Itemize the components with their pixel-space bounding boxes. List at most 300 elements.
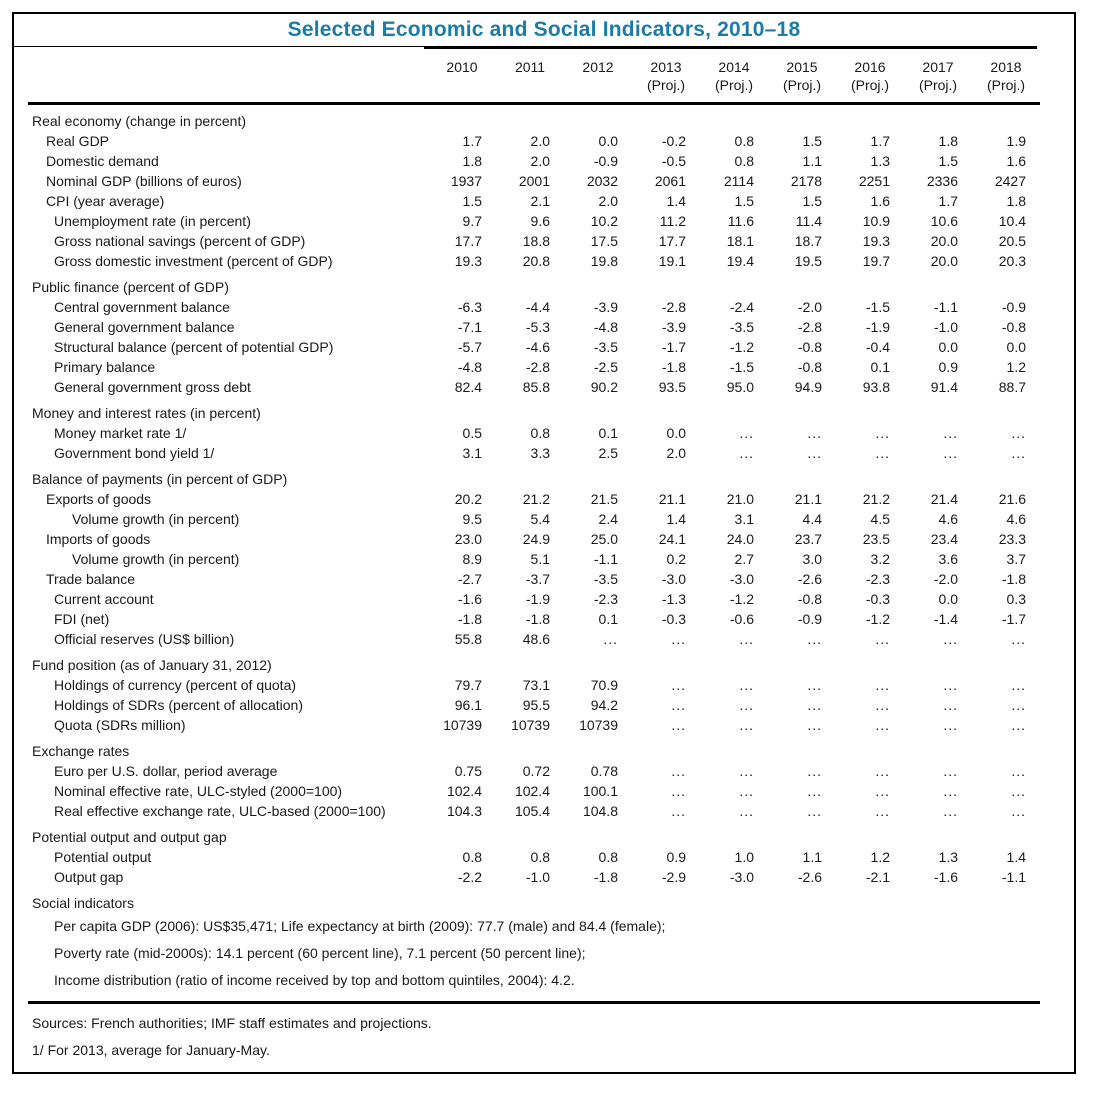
value-cell: 104.8 xyxy=(582,803,618,819)
value-cell: -2.9 xyxy=(661,869,686,885)
value-cell: ... xyxy=(739,783,754,799)
value-cell: 105.4 xyxy=(514,803,550,819)
value-cell: -1.8 xyxy=(661,359,686,375)
value-cell: ... xyxy=(943,783,958,799)
value-cell: 1.7 xyxy=(462,133,482,149)
value-cell: 0.8 xyxy=(530,425,550,441)
proj-label: (Proj.) xyxy=(850,77,890,93)
value-cell: 0.9 xyxy=(938,359,958,375)
value-cell: 2.1 xyxy=(530,193,550,209)
value-cell: -2.8 xyxy=(525,359,550,375)
table-row xyxy=(28,847,1040,867)
row-label: Euro per U.S. dollar, period average xyxy=(54,763,278,779)
year-label: 2017 xyxy=(922,59,954,75)
value-cell: 17.7 xyxy=(658,233,686,249)
table-row xyxy=(28,337,1040,357)
social-indicator-row xyxy=(28,940,1040,967)
value-cell: -0.3 xyxy=(661,611,686,627)
value-cell: 24.1 xyxy=(658,531,686,547)
value-cell: 55.8 xyxy=(454,631,482,647)
year-label: 2016 xyxy=(854,59,886,75)
row-label: CPI (year average) xyxy=(46,193,165,209)
table-row xyxy=(28,529,1040,549)
value-cell: 1.4 xyxy=(666,193,686,209)
value-cell: 1.4 xyxy=(1006,849,1026,865)
value-cell: 94.2 xyxy=(590,697,618,713)
section-label: Balance of payments (in percent of GDP) xyxy=(32,471,288,487)
value-cell: 1.0 xyxy=(734,849,754,865)
table-row xyxy=(28,761,1040,781)
footer-rule xyxy=(28,1001,1040,1004)
table-row xyxy=(28,489,1040,509)
value-cell: ... xyxy=(1011,631,1026,647)
row-label: Domestic demand xyxy=(46,153,159,169)
label-column-header xyxy=(28,50,428,104)
value-cell: -3.5 xyxy=(593,339,618,355)
value-cell: -2.8 xyxy=(661,299,686,315)
value-cell: -0.4 xyxy=(865,339,890,355)
value-cell: -1.2 xyxy=(865,611,890,627)
table-row xyxy=(28,675,1040,695)
value-cell: ... xyxy=(943,425,958,441)
value-cell: 0.8 xyxy=(734,133,754,149)
value-cell: ... xyxy=(671,677,686,693)
title-rule-thick xyxy=(424,46,1037,49)
value-cell: -2.4 xyxy=(729,299,754,315)
social-indicator-text: Per capita GDP (2006): US$35,471; Life expectancy at birth (2009): 77.7 (male) and 84.4 (female); xyxy=(54,918,666,934)
row-label: Volume growth (in percent) xyxy=(72,511,240,527)
value-cell: ... xyxy=(875,697,890,713)
year-label: 2012 xyxy=(582,59,614,75)
value-cell: ... xyxy=(1011,425,1026,441)
section-row xyxy=(28,397,1040,423)
value-cell: -4.8 xyxy=(593,319,618,335)
value-cell: 18.8 xyxy=(522,233,550,249)
value-cell: 5.1 xyxy=(530,551,550,567)
table-row xyxy=(28,867,1040,887)
year-label: 2013 xyxy=(650,59,682,75)
year-label: 2018 xyxy=(990,59,1022,75)
row-label: Holdings of SDRs (percent of allocation) xyxy=(54,697,304,713)
table-row xyxy=(28,251,1040,271)
value-cell: 79.7 xyxy=(454,677,482,693)
value-cell: ... xyxy=(807,717,822,733)
value-cell: ... xyxy=(807,445,822,461)
value-cell: 70.9 xyxy=(590,677,618,693)
value-cell: 23.7 xyxy=(794,531,822,547)
value-cell: 18.1 xyxy=(726,233,754,249)
table-row xyxy=(28,801,1040,821)
row-label: Nominal GDP (billions of euros) xyxy=(46,173,242,189)
value-cell: -1.6 xyxy=(933,869,958,885)
proj-label: (Proj.) xyxy=(986,77,1026,93)
value-cell: 0.9 xyxy=(666,849,686,865)
row-label: Money market rate 1/ xyxy=(54,425,187,441)
year-label: 2015 xyxy=(786,59,818,75)
row-label: Central government balance xyxy=(54,299,230,315)
year-column-header xyxy=(972,50,1040,104)
value-cell: ... xyxy=(671,783,686,799)
value-cell: 11.2 xyxy=(659,213,686,229)
table-row xyxy=(28,509,1040,529)
value-cell: 10.6 xyxy=(930,213,958,229)
value-cell: 0.0 xyxy=(666,425,686,441)
value-cell: ... xyxy=(671,763,686,779)
value-cell: -1.8 xyxy=(525,611,550,627)
value-cell: -0.9 xyxy=(593,153,618,169)
value-cell: 102.4 xyxy=(446,783,482,799)
value-cell: 0.75 xyxy=(454,763,482,779)
value-cell: 100.1 xyxy=(582,783,618,799)
value-cell: 18.7 xyxy=(794,233,822,249)
value-cell: ... xyxy=(943,717,958,733)
value-cell: 2.0 xyxy=(530,153,550,169)
value-cell: 20.2 xyxy=(454,491,482,507)
table-row xyxy=(28,695,1040,715)
year-column-header xyxy=(496,50,564,104)
proj-label: (Proj.) xyxy=(918,77,958,93)
value-cell: -0.8 xyxy=(1001,319,1026,335)
value-cell: ... xyxy=(807,763,822,779)
value-cell: ... xyxy=(943,445,958,461)
value-cell: 1.8 xyxy=(462,153,482,169)
value-cell: ... xyxy=(1011,803,1026,819)
value-cell: 1.5 xyxy=(802,193,822,209)
value-cell: 17.7 xyxy=(454,233,482,249)
value-cell: -1.8 xyxy=(593,869,618,885)
value-cell: 24.9 xyxy=(522,531,550,547)
table-frame xyxy=(12,12,1076,1074)
value-cell: 3.1 xyxy=(734,511,754,527)
value-cell: -6.3 xyxy=(457,299,482,315)
value-cell: 0.0 xyxy=(938,339,958,355)
row-label: Gross domestic investment (percent of GDP) xyxy=(54,253,333,269)
value-cell: 1.7 xyxy=(870,133,890,149)
section-row xyxy=(28,104,1040,132)
value-cell: ... xyxy=(739,763,754,779)
value-cell: -2.0 xyxy=(797,299,822,315)
table-row xyxy=(28,423,1040,443)
year-header-row xyxy=(28,50,1040,104)
value-cell: 21.4 xyxy=(930,491,958,507)
value-cell: 1.5 xyxy=(462,193,482,209)
value-cell: 3.0 xyxy=(802,551,822,567)
table-row xyxy=(28,377,1040,397)
value-cell: ... xyxy=(875,677,890,693)
value-cell: 3.6 xyxy=(938,551,958,567)
value-cell: 1.6 xyxy=(870,193,890,209)
value-cell: 2114 xyxy=(723,173,754,189)
section-row xyxy=(28,649,1040,675)
value-cell: 0.0 xyxy=(598,133,618,149)
value-cell: 2032 xyxy=(586,173,618,189)
section-row xyxy=(28,463,1040,489)
value-cell: -3.9 xyxy=(661,319,686,335)
value-cell: ... xyxy=(1011,445,1026,461)
value-cell: 0.8 xyxy=(734,153,754,169)
title-banner xyxy=(14,14,1074,46)
value-cell: 0.8 xyxy=(598,849,618,865)
table-row xyxy=(28,549,1040,569)
value-cell: -3.7 xyxy=(525,571,550,587)
social-indicator-row xyxy=(28,913,1040,940)
table-row xyxy=(28,443,1040,463)
value-cell: 0.3 xyxy=(1006,591,1026,607)
value-cell: 20.0 xyxy=(930,253,958,269)
value-cell: -5.3 xyxy=(525,319,550,335)
value-cell: 1.5 xyxy=(938,153,958,169)
value-cell: 48.6 xyxy=(522,631,550,647)
table-row xyxy=(28,781,1040,801)
value-cell: -1.8 xyxy=(457,611,482,627)
value-cell: 20.3 xyxy=(998,253,1026,269)
table-row xyxy=(28,191,1040,211)
value-cell: 23.4 xyxy=(930,531,958,547)
value-cell: 1.5 xyxy=(734,193,754,209)
value-cell: 88.7 xyxy=(998,379,1026,395)
section-label: Real economy (change in percent) xyxy=(32,113,247,129)
value-cell: 90.2 xyxy=(590,379,618,395)
value-cell: 23.5 xyxy=(862,531,890,547)
value-cell: ... xyxy=(739,697,754,713)
row-label: Government bond yield 1/ xyxy=(54,445,215,461)
value-cell: 2.5 xyxy=(598,445,618,461)
value-cell: ... xyxy=(1011,763,1026,779)
value-cell: 19.8 xyxy=(590,253,618,269)
value-cell: 93.5 xyxy=(658,379,686,395)
value-cell: 1.2 xyxy=(870,849,890,865)
value-cell: ... xyxy=(943,763,958,779)
value-cell: -3.5 xyxy=(593,571,618,587)
title-rule-thin xyxy=(14,46,424,47)
row-label: Volume growth (in percent) xyxy=(72,551,240,567)
value-cell: 1.8 xyxy=(938,133,958,149)
value-cell: 0.1 xyxy=(598,611,618,627)
social-indicator-text: Income distribution (ratio of income received by top and bottom quintiles, 2004): 4.2. xyxy=(54,972,575,988)
value-cell: -3.0 xyxy=(729,571,754,587)
value-cell: -1.3 xyxy=(661,591,686,607)
value-cell: -1.0 xyxy=(933,319,958,335)
value-cell: -4.6 xyxy=(525,339,550,355)
value-cell: -1.1 xyxy=(593,551,618,567)
value-cell: ... xyxy=(875,445,890,461)
value-cell: -1.2 xyxy=(729,339,754,355)
value-cell: ... xyxy=(671,803,686,819)
value-cell: -1.7 xyxy=(1001,611,1026,627)
year-label: 2010 xyxy=(446,59,478,75)
value-cell: 19.3 xyxy=(862,233,890,249)
value-cell: ... xyxy=(875,717,890,733)
value-cell: 5.4 xyxy=(530,511,550,527)
indicators-table xyxy=(28,50,1040,994)
value-cell: 1.7 xyxy=(938,193,958,209)
value-cell: 11.4 xyxy=(795,213,822,229)
value-cell: ... xyxy=(807,677,822,693)
value-cell: ... xyxy=(671,631,686,647)
value-cell: -1.9 xyxy=(865,319,890,335)
value-cell: -1.7 xyxy=(661,339,686,355)
value-cell: 2.0 xyxy=(598,193,618,209)
proj-label: (Proj.) xyxy=(714,77,754,93)
year-column-header xyxy=(564,50,632,104)
value-cell: -1.5 xyxy=(865,299,890,315)
value-cell: 20.0 xyxy=(930,233,958,249)
value-cell: 2.7 xyxy=(734,551,754,567)
value-cell: 0.72 xyxy=(522,763,550,779)
value-cell: 2427 xyxy=(994,173,1026,189)
value-cell: 1.9 xyxy=(1006,133,1026,149)
value-cell: 104.3 xyxy=(446,803,482,819)
table-row xyxy=(28,151,1040,171)
row-label: Quota (SDRs million) xyxy=(54,717,186,733)
value-cell: 0.1 xyxy=(870,359,890,375)
value-cell: ... xyxy=(671,717,686,733)
table-row xyxy=(28,569,1040,589)
value-cell: 0.0 xyxy=(1006,339,1026,355)
value-cell: ... xyxy=(739,677,754,693)
year-column-header xyxy=(700,50,768,104)
value-cell: 85.8 xyxy=(522,379,550,395)
value-cell: 11.6 xyxy=(727,213,754,229)
value-cell: 102.4 xyxy=(514,783,550,799)
value-cell: 1937 xyxy=(450,173,482,189)
value-cell: 2.0 xyxy=(666,445,686,461)
value-cell: -1.1 xyxy=(933,299,958,315)
footnotes xyxy=(32,1010,1074,1064)
value-cell: 2001 xyxy=(518,173,550,189)
value-cell: 96.1 xyxy=(454,697,482,713)
value-cell: 9.7 xyxy=(462,213,482,229)
value-cell: ... xyxy=(943,631,958,647)
value-cell: 25.0 xyxy=(590,531,618,547)
row-label: General government gross debt xyxy=(54,379,251,395)
value-cell: ... xyxy=(807,697,822,713)
value-cell: -1.2 xyxy=(729,591,754,607)
value-cell: -3.0 xyxy=(729,869,754,885)
value-cell: 0.2 xyxy=(666,551,686,567)
row-label: Real effective exchange rate, ULC-based (2000=100) xyxy=(54,803,386,819)
value-cell: 0.8 xyxy=(462,849,482,865)
value-cell: 20.5 xyxy=(998,233,1026,249)
value-cell: -2.7 xyxy=(457,571,482,587)
table-row xyxy=(28,297,1040,317)
value-cell: -2.6 xyxy=(797,869,822,885)
value-cell: 1.3 xyxy=(870,153,890,169)
table-row xyxy=(28,231,1040,251)
row-label: General government balance xyxy=(54,319,235,335)
value-cell: -1.0 xyxy=(525,869,550,885)
value-cell: 2.0 xyxy=(530,133,550,149)
value-cell: 1.1 xyxy=(802,153,822,169)
value-cell: 95.0 xyxy=(726,379,754,395)
value-cell: -3.9 xyxy=(593,299,618,315)
value-cell: ... xyxy=(807,803,822,819)
value-cell: 10739 xyxy=(579,717,618,733)
value-cell: 21.1 xyxy=(794,491,822,507)
value-cell: ... xyxy=(739,803,754,819)
value-cell: -1.5 xyxy=(729,359,754,375)
value-cell: -1.4 xyxy=(933,611,958,627)
value-cell: 0.0 xyxy=(938,591,958,607)
value-cell: -5.7 xyxy=(457,339,482,355)
section-label: Money and interest rates (in percent) xyxy=(32,405,261,421)
value-cell: ... xyxy=(875,631,890,647)
value-cell: ... xyxy=(807,631,822,647)
year-column-header xyxy=(428,50,496,104)
value-cell: 2336 xyxy=(926,173,958,189)
value-cell: 2178 xyxy=(790,173,822,189)
value-cell: 8.9 xyxy=(462,551,482,567)
value-cell: 2251 xyxy=(858,173,890,189)
value-cell: -2.5 xyxy=(593,359,618,375)
value-cell: 3.1 xyxy=(462,445,482,461)
value-cell: 3.2 xyxy=(870,551,890,567)
table-row xyxy=(28,211,1040,231)
value-cell: -4.8 xyxy=(457,359,482,375)
value-cell: ... xyxy=(943,803,958,819)
year-label: 2011 xyxy=(514,59,546,75)
value-cell: 10.2 xyxy=(590,213,618,229)
table-row xyxy=(28,589,1040,609)
row-label: Gross national savings (percent of GDP) xyxy=(54,233,306,249)
row-label: Potential output xyxy=(54,849,152,865)
value-cell: 4.6 xyxy=(1006,511,1026,527)
value-cell: 9.6 xyxy=(530,213,550,229)
value-cell: 93.8 xyxy=(862,379,890,395)
value-cell: -0.9 xyxy=(797,611,822,627)
value-cell: 0.8 xyxy=(530,849,550,865)
value-cell: -3.5 xyxy=(729,319,754,335)
row-label: Real GDP xyxy=(46,133,110,149)
value-cell: -0.3 xyxy=(865,591,890,607)
row-label: Unemployment rate (in percent) xyxy=(54,213,251,229)
social-indicator-row xyxy=(28,967,1040,994)
value-cell: 4.4 xyxy=(802,511,822,527)
value-cell: -0.6 xyxy=(729,611,754,627)
section-label: Social indicators xyxy=(32,895,134,911)
value-cell: 21.5 xyxy=(590,491,618,507)
value-cell: 21.6 xyxy=(998,491,1026,507)
row-label: Imports of goods xyxy=(46,531,151,547)
value-cell: 21.2 xyxy=(522,491,550,507)
value-cell: -2.8 xyxy=(797,319,822,335)
row-label: Primary balance xyxy=(54,359,156,375)
section-row xyxy=(28,735,1040,761)
value-cell: ... xyxy=(739,425,754,441)
value-cell: 94.9 xyxy=(794,379,822,395)
row-label: Nominal effective rate, ULC-styled (2000=100) xyxy=(54,783,343,799)
value-cell: 1.4 xyxy=(666,511,686,527)
social-indicator-text: Poverty rate (mid-2000s): 14.1 percent (60 percent line), 7.1 percent (50 percent line); xyxy=(54,945,586,961)
value-cell: -3.0 xyxy=(661,571,686,587)
value-cell: 2061 xyxy=(654,173,686,189)
section-row xyxy=(28,271,1040,297)
table-row xyxy=(28,629,1040,649)
value-cell: -1.1 xyxy=(1001,869,1026,885)
value-cell: ... xyxy=(1011,677,1026,693)
table-row xyxy=(28,609,1040,629)
value-cell: 0.78 xyxy=(590,763,618,779)
value-cell: 3.3 xyxy=(530,445,550,461)
value-cell: 20.8 xyxy=(522,253,550,269)
value-cell: ... xyxy=(739,717,754,733)
value-cell: ... xyxy=(943,677,958,693)
value-cell: ... xyxy=(1011,697,1026,713)
value-cell: -0.9 xyxy=(1001,299,1026,315)
row-label: Current account xyxy=(54,591,154,607)
section-label: Exchange rates xyxy=(32,743,130,759)
value-cell: -2.3 xyxy=(593,591,618,607)
